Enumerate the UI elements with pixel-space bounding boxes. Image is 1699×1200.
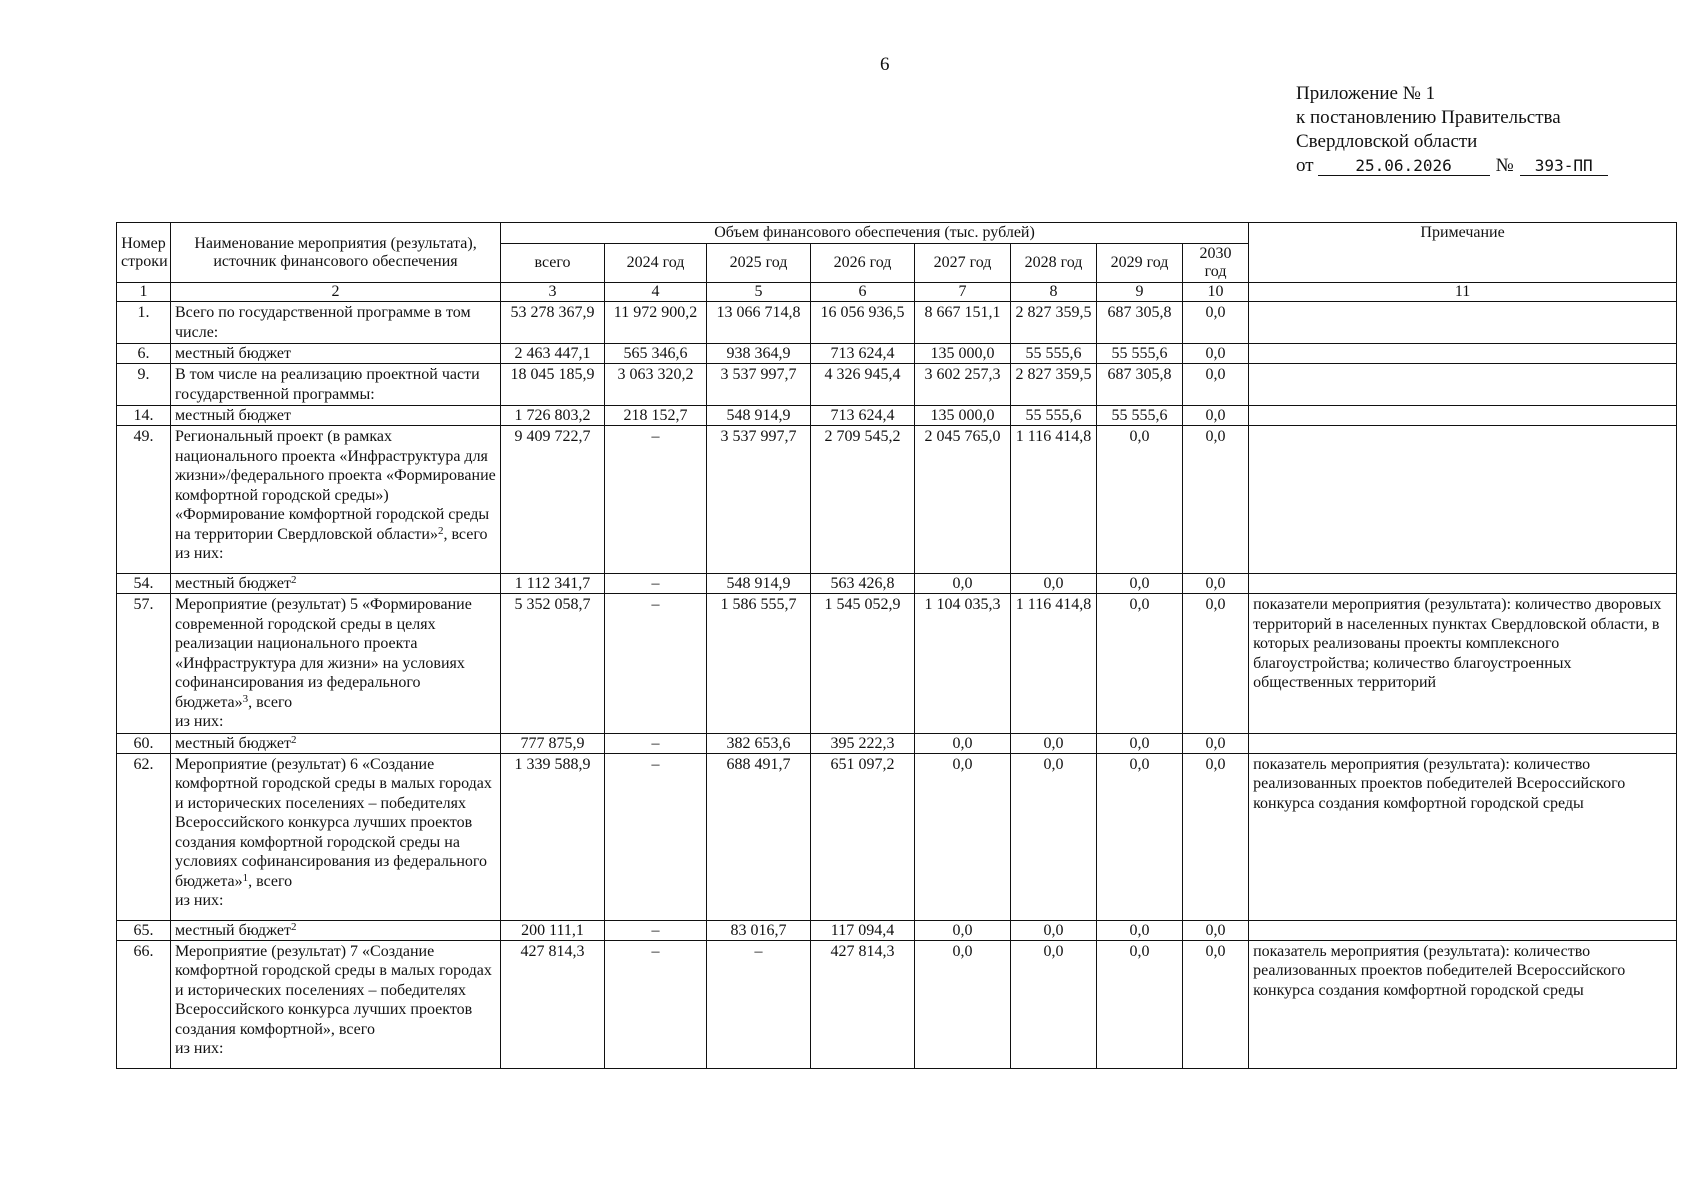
amount-cell: 135 000,0 [915,344,1011,364]
col-index: 1 [117,283,171,302]
table-row [117,344,1677,364]
amount-cell: 938 364,9 [707,344,811,364]
amount-cell: 687 305,8 [1097,302,1183,344]
row-number: 1. [117,302,171,344]
col-index: 10 [1183,283,1249,302]
amount-cell: 0,0 [1097,574,1183,594]
appendix-line-2: к постановлению Правительства [1296,107,1561,128]
row-name-subtitle: из них: [175,892,224,909]
row-name [171,406,501,426]
amount-cell: 0,0 [915,733,1011,753]
decree-date: 25.06.2026 [1318,157,1490,176]
header-row-1 [117,223,1677,244]
table-row [117,733,1677,753]
amount-cell: 0,0 [1183,940,1249,1068]
header-year-2029: 2029 год [1097,244,1183,283]
amount-cell: 1 339 588,9 [501,753,605,920]
decree-number: 393-ПП [1520,157,1608,176]
amount-cell: – [605,733,707,753]
page-number: 6 [880,54,890,75]
row-name-text: местный бюджет [175,734,291,752]
row-name-text: местный бюджет [175,575,291,592]
header-year-2025: 2025 год [707,244,811,283]
row-note [1249,920,1677,940]
amount-cell: 1 112 341,7 [501,574,605,594]
amount-cell: 5 352 058,7 [501,594,605,734]
amount-cell: 0,0 [1183,733,1249,753]
amount-cell: – [605,574,707,594]
amount-cell: 687 305,8 [1097,364,1183,406]
col-index: 5 [707,283,811,302]
row-number: 60. [117,733,171,753]
amount-cell: 4 326 945,4 [811,364,915,406]
amount-cell: – [605,940,707,1068]
table-row [117,426,1677,574]
amount-cell: 0,0 [1097,733,1183,753]
number-label: № [1495,155,1514,176]
row-note: показатели мероприятия (результата): количество дворовых территорий в населенных пунктах Свердловской области, в которых реализованы проекты комплексного благоустройства; количество благоустроенных общественных территорий [1249,594,1677,734]
col-index: 4 [605,283,707,302]
financing-table [116,222,1677,1069]
amount-cell: 0,0 [1183,364,1249,406]
amount-cell: 0,0 [1183,574,1249,594]
row-name [171,594,501,734]
table-row [117,574,1677,594]
amount-cell: 1 726 803,2 [501,406,605,426]
row-note [1249,302,1677,344]
amount-cell: – [605,594,707,734]
row-note: показатель мероприятия (результата): количество реализованных проектов победителей Всероссийского конкурса создания комфортной городской среды [1249,940,1677,1068]
footnote-marker: 2 [290,920,297,933]
row-note [1249,426,1677,574]
appendix-line-3: Свердловской области [1296,131,1478,152]
amount-cell: 55 555,6 [1011,344,1097,364]
amount-cell: 382 653,6 [707,733,811,753]
footnote-marker: 2 [290,574,297,586]
header-total: всего [501,244,605,283]
amount-cell: 0,0 [1097,594,1183,734]
amount-cell: 565 346,6 [605,344,707,364]
row-number: 14. [117,406,171,426]
amount-cell: 2 827 359,5 [1011,302,1097,344]
amount-cell: 55 555,6 [1097,344,1183,364]
amount-cell: 55 555,6 [1097,406,1183,426]
header-name: Наименование мероприятия (результата), источник финансового обеспечения [171,223,501,283]
row-name [171,920,501,940]
amount-cell: 0,0 [1183,594,1249,734]
col-index: 3 [501,283,605,302]
amount-cell: 135 000,0 [915,406,1011,426]
row-number: 57. [117,594,171,734]
amount-cell: 18 045 185,9 [501,364,605,406]
amount-cell: 13 066 714,8 [707,302,811,344]
header-year-2024: 2024 год [605,244,707,283]
row-number: 49. [117,426,171,574]
amount-cell: – [605,426,707,574]
row-name-text: Региональный проект (в рамках национального проекта «Инфраструктура для жизни»/федерального проекта «Формирование комфортной городской среды») «Формирование комфортной городской среды на территории Свердловской области» [175,428,496,543]
amount-cell: 563 426,8 [811,574,915,594]
row-number: 66. [117,940,171,1068]
amount-cell: 2 827 359,5 [1011,364,1097,406]
row-name-text: Мероприятие (результат) 6 «Создание комфортной городской среды в малых городах и исторических поселениях – победителях Всероссийского конкурса лучших проектов создания комфортной городской среды на условиях софинансирования из федерального бюджета» [175,755,492,890]
row-name-text: Мероприятие (результат) 5 «Формирование современной городской среды в целях реализации национального проекта «Инфраструктура для жизни» на условиях софинансирования из федерального бюджета» [175,596,472,711]
amount-cell: 1 586 555,7 [707,594,811,734]
amount-cell: 0,0 [1097,920,1183,940]
amount-cell: 1 545 052,9 [811,594,915,734]
amount-cell: 0,0 [1097,753,1183,920]
row-name [171,344,501,364]
appendix-block [1296,82,1608,178]
amount-cell: – [707,940,811,1068]
row-name-text: Мероприятие (результат) 7 «Создание комфортной городской среды в малых городах и исторических поселениях – победителях Всероссийского конкурса лучших проектов создания комфортной», всего [175,942,492,1038]
col-index: 6 [811,283,915,302]
row-name [171,302,501,344]
row-name-text: местный бюджет [175,345,291,362]
row-name-subtitle: из них: [175,713,224,730]
row-name-text: В том числе на реализацию проектной части государственной программы: [175,366,480,403]
row-number: 9. [117,364,171,406]
amount-cell: 9 409 722,7 [501,426,605,574]
row-name [171,940,501,1068]
row-name [171,574,501,594]
footnote-marker: 3 [242,692,249,705]
amount-cell: 3 063 320,2 [605,364,707,406]
amount-cell: 117 094,4 [811,920,915,940]
row-note: показатель мероприятия (результата): количество реализованных проектов победителей Всероссийского конкурса создания комфортной городской среды [1249,753,1677,920]
amount-cell: 777 875,9 [501,733,605,753]
row-name [171,364,501,406]
amount-cell: 2 463 447,1 [501,344,605,364]
amount-cell: 2 709 545,2 [811,426,915,574]
amount-cell: 0,0 [1183,426,1249,574]
row-number: 62. [117,753,171,920]
header-year-2026: 2026 год [811,244,915,283]
col-index: 9 [1097,283,1183,302]
amount-cell: 0,0 [1011,920,1097,940]
table-body [117,302,1677,1069]
from-label: от [1296,155,1314,176]
amount-cell: 16 056 936,5 [811,302,915,344]
amount-cell: 11 972 900,2 [605,302,707,344]
amount-cell: 53 278 367,9 [501,302,605,344]
header-year-2027: 2027 год [915,244,1011,283]
row-name-text: местный бюджет [175,921,291,939]
amount-cell: 0,0 [1097,940,1183,1068]
table-row [117,940,1677,1068]
row-note [1249,406,1677,426]
amount-cell: 2 045 765,0 [915,426,1011,574]
footnote-marker: 2 [290,733,297,746]
amount-cell: 427 814,3 [811,940,915,1068]
column-index-row [117,283,1677,302]
amount-cell: 3 602 257,3 [915,364,1011,406]
row-name-subtitle: из них: [175,1040,224,1057]
row-name [171,426,501,574]
row-name-subtitle: из них: [175,545,224,562]
amount-cell: 713 624,4 [811,406,915,426]
row-name-text: Всего по государственной программе в том числе: [175,304,471,341]
amount-cell: 3 537 997,7 [707,364,811,406]
amount-cell: 0,0 [915,574,1011,594]
amount-cell: 0,0 [1183,302,1249,344]
table-row [117,302,1677,344]
amount-cell: 0,0 [1011,940,1097,1068]
row-note [1249,574,1677,594]
amount-cell: 0,0 [1183,344,1249,364]
row-number: 6. [117,344,171,364]
amount-cell: 55 555,6 [1011,406,1097,426]
amount-cell: 8 667 151,1 [915,302,1011,344]
amount-cell: 0,0 [1011,733,1097,753]
amount-cell: – [605,920,707,940]
amount-cell: 0,0 [1097,426,1183,574]
amount-cell: 200 111,1 [501,920,605,940]
table-row [117,594,1677,734]
table-row [117,753,1677,920]
amount-cell: 651 097,2 [811,753,915,920]
table-row [117,920,1677,940]
row-name-tail: , всего [248,693,293,711]
footnote-marker: 2 [437,524,444,537]
row-number: 65. [117,920,171,940]
amount-cell: 548 914,9 [707,406,811,426]
amount-cell: 0,0 [915,940,1011,1068]
col-index: 7 [915,283,1011,302]
header-volume: Объем финансового обеспечения (тыс. рублей) [501,223,1249,244]
col-index: 11 [1249,283,1677,302]
row-note [1249,364,1677,406]
header-row-number: Номер строки [117,223,171,283]
header-note: Примечание [1249,223,1677,283]
amount-cell: 548 914,9 [707,574,811,594]
row-name-text: местный бюджет [175,407,291,424]
amount-cell: 1 116 414,8 [1011,594,1097,734]
amount-cell: 427 814,3 [501,940,605,1068]
amount-cell: 1 116 414,8 [1011,426,1097,574]
amount-cell: 218 152,7 [605,406,707,426]
header-year-2030: 2030 год [1183,244,1249,283]
row-note [1249,344,1677,364]
row-name-tail: , всего [443,525,488,543]
row-note [1249,733,1677,753]
amount-cell: 0,0 [1011,753,1097,920]
table-row [117,364,1677,406]
amount-cell: 688 491,7 [707,753,811,920]
amount-cell: 0,0 [1183,406,1249,426]
footnote-marker: 1 [242,871,249,884]
row-name [171,733,501,753]
header-year-2028: 2028 год [1011,244,1097,283]
amount-cell: 1 104 035,3 [915,594,1011,734]
amount-cell: 0,0 [915,753,1011,920]
amount-cell: 0,0 [1183,753,1249,920]
col-index: 8 [1011,283,1097,302]
col-index: 2 [171,283,501,302]
amount-cell: 395 222,3 [811,733,915,753]
amount-cell: 713 624,4 [811,344,915,364]
appendix-date-line [1296,154,1608,178]
table-row [117,406,1677,426]
appendix-title: Приложение № 1 [1296,83,1436,104]
amount-cell: 3 537 997,7 [707,426,811,574]
amount-cell: – [605,753,707,920]
amount-cell: 0,0 [1183,920,1249,940]
amount-cell: 83 016,7 [707,920,811,940]
amount-cell: 0,0 [915,920,1011,940]
row-name [171,753,501,920]
amount-cell: 0,0 [1011,574,1097,594]
row-number: 54. [117,574,171,594]
row-name-tail: , всего [248,872,293,890]
